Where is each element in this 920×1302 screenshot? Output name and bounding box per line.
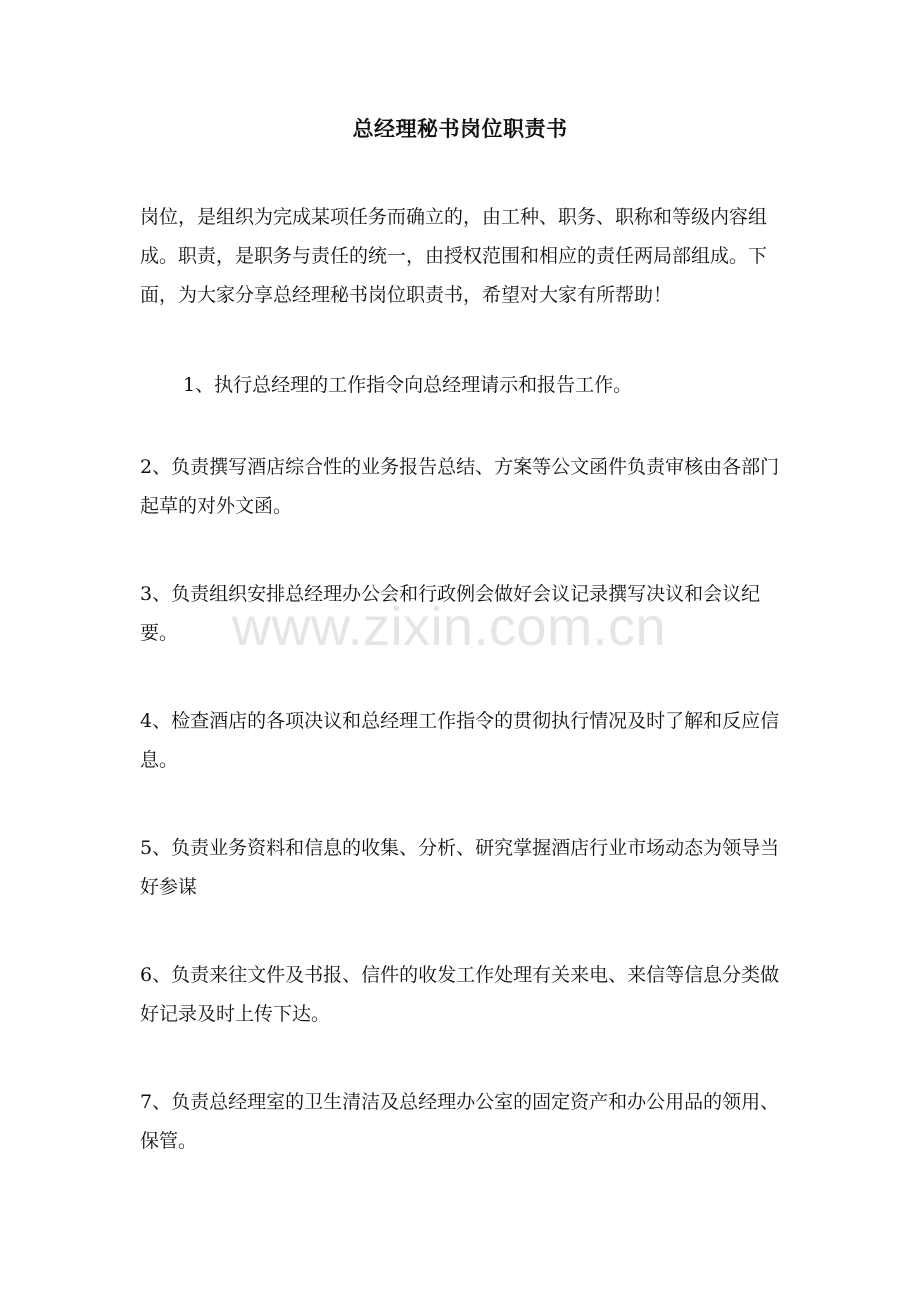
intro-paragraph: 岗位，是组织为完成某项任务而确立的，由工种、职务、职称和等级内容组成。职责，是职务与责任的统一，由授权范围和相应的责任两局部组成。下面，为大家分享总经理秘书岗位职责书，希望对大家有所帮助！ <box>140 206 768 306</box>
duty-item-5: 5、负责业务资料和信息的收集、分析、研究掌握酒店行业市场动态为领导当好参谋 <box>140 837 780 898</box>
duty-item-7: 7、负责总经理室的卫生清洁及总经理办公室的固定资产和办公用品的领用、保管。 <box>140 1091 780 1152</box>
duty-item-4: 4、检查酒店的各项决议和总经理工作指令的贯彻执行情况及时了解和反应信息。 <box>140 710 780 771</box>
duty-item-1: 1、执行总经理的工作指令向总经理请示和报告工作。 <box>183 374 633 396</box>
duty-item-3: 3、负责组织安排总经理办公会和行政例会做好会议记录撰写决议和会议纪要。 <box>140 583 761 644</box>
document-title: 总经理秘书岗位职责书 <box>352 116 568 141</box>
duty-item-2: 2、负责撰写酒店综合性的业务报告总结、方案等公文函件负责审核由各部门起草的对外文函。 <box>140 456 780 517</box>
watermark: www.zixin.com.cn <box>232 597 667 657</box>
duty-item-6: 6、负责来往文件及书报、信件的收发工作处理有关来电、来信等信息分类做好记录及时上传下达。 <box>140 964 780 1025</box>
